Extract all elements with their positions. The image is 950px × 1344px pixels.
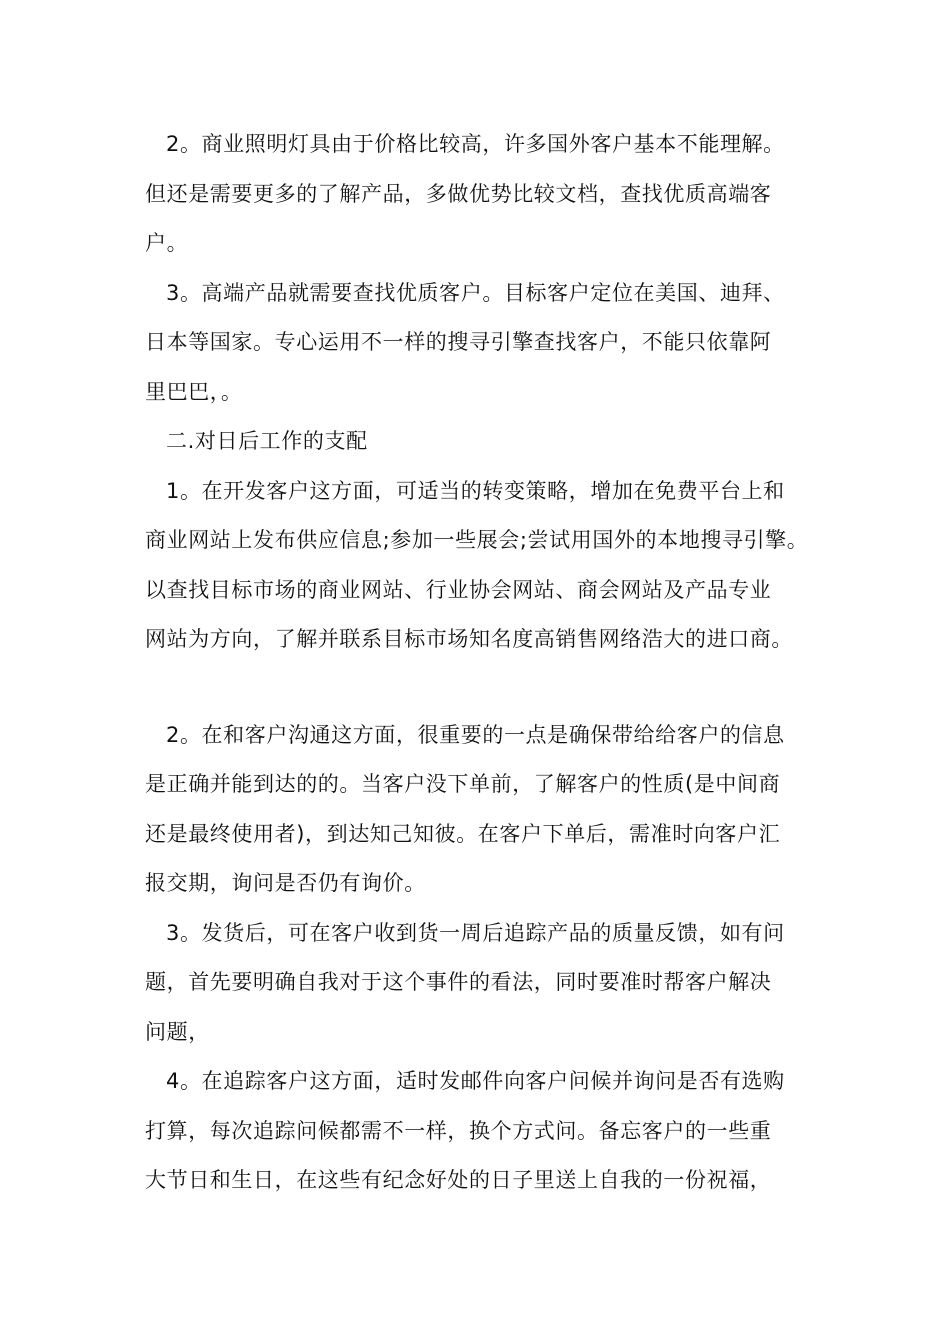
paragraph-6 xyxy=(145,1065,815,1214)
text-line: 4。在追踪客户这方面，适时发邮件向客户问候并询问是否有选购 xyxy=(166,1069,785,1093)
text-line: 网站为方向，了解并联系目标市场知名度高销售网络浩大的进口商。 xyxy=(145,627,793,651)
text-line: 以查找目标市场的商业网站、行业协会网站、商会网站及产品专业 xyxy=(145,577,772,602)
text-line: 题，首先要明确自我对于这个事件的看法，同时要准时帮客户解决 xyxy=(145,970,772,994)
text-line: 里巴巴，。 xyxy=(145,379,243,404)
text-line: 3。发货后，可在客户收到货一周后追踪产品的质量反馈，如有问 xyxy=(166,920,785,945)
text-line: 大节日和生日，在这些有纪念好处的日子里送上自我的一份祝福， xyxy=(145,1168,772,1192)
paragraph-3 xyxy=(145,475,815,673)
text-line: 2。在和客户沟通这方面，很重要的一点是确保带给给客户的信息 xyxy=(166,722,785,747)
text-line: 2。商业照明灯具由于价格比较高，许多国外客户基本不能理解。 xyxy=(166,132,785,156)
text-line: 商业网站上发布供应信息;参加一些展会;尝试用国外的本地搜寻引擎。 xyxy=(145,528,809,552)
paragraph-spacer xyxy=(145,673,815,719)
text-line: 户。 xyxy=(145,231,189,255)
text-line: 是正确并能到达的的。当客户没下单前，了解客户的性质(是中间商 xyxy=(145,772,781,796)
text-line: 3。高端产品就需要查找优质客户。目标客户定位在美国、迪拜、 xyxy=(166,280,785,305)
paragraph-5 xyxy=(145,917,815,1066)
text-line: 还是最终使用者)，到达知己知彼。在客户下单后，需准时向客户汇 xyxy=(145,821,781,846)
section-heading xyxy=(145,425,815,475)
text-line: 1。在开发客户这方面，可适当的转变策略，增加在免费平台上和 xyxy=(166,478,785,503)
text-line: 打算，每次追踪问候都需不一样，换个方式问。备忘客户的一些重 xyxy=(145,1118,772,1143)
paragraph-2 xyxy=(145,277,815,426)
document-body xyxy=(145,128,815,1214)
paragraph-1 xyxy=(145,128,815,277)
text-line: 日本等国家。专心运用不一样的搜寻引擎查找客户，不能只依靠阿 xyxy=(145,330,772,354)
text-line: 问题， xyxy=(145,1019,210,1044)
text-line: 但还是需要更多的了解产品，多做优势比较文档，查找优质高端客 xyxy=(145,181,772,206)
paragraph-4 xyxy=(145,719,815,917)
text-line: 报交期，询问是否仍有询价。 xyxy=(145,871,426,895)
section-heading-text: 二.对日后工作的支配 xyxy=(166,429,368,453)
